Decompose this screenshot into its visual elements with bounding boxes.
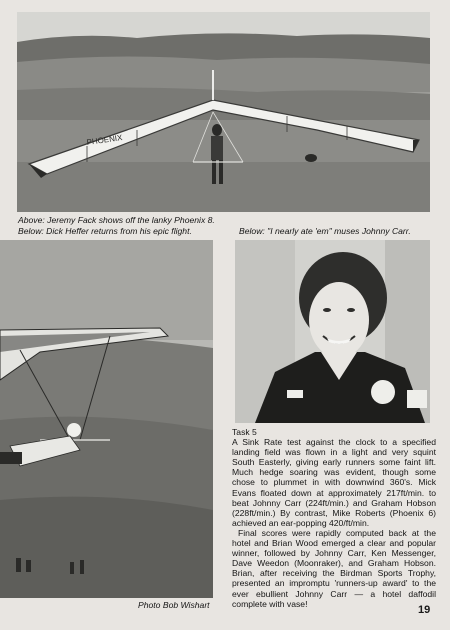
glider-sail-text: PHOENIX <box>86 133 123 147</box>
caption-below-left: Below: Dick Heffer returns from his epic flight. <box>18 226 192 236</box>
task-heading: Task 5 <box>232 427 257 437</box>
caption-top: Above: Jeremy Fack shows off the lanky Phoenix 8. <box>18 215 215 225</box>
article-task-5 <box>232 427 436 609</box>
task-paragraph-2: Final scores were rapidly computed back at the hotel and Brian Wood emerged a clear and popular winner, followed by Johnny Carr, Ken Messenger, Dave Weedon (Moonraker), and Graham Hobson. Brian, after receiving the Birdman Sports Trophy, presented an impromptu 'runners-up award' to the ever ebullient Johnny Carr — a hotel daffodil complete with vase! <box>232 527 436 609</box>
task-paragraph-1: A Sink Rate test against the clock to a specified landing field was flown in a light and very squint South Easterly, giving early runners some faint lift. Much hedge soaring was evident, though some chose to plummet in with downwind 360's. Mick Evans floated down at approximately 217ft/min. to beat Johnny Carr (224ft/min.) and Graham Hobson (228ft/min.) By contrast, Mike Roberts (Phoenix 6) achieved an ear-popping 420/ft/min. <box>232 437 436 528</box>
caption-below-right: Below: "I nearly ate 'em" muses Johnny Carr. <box>239 226 411 236</box>
page-number: 19 <box>418 604 431 616</box>
photo-johnny-carr <box>235 240 430 423</box>
photo-dick-heffer <box>0 240 213 598</box>
photo-phoenix-8 <box>17 12 430 212</box>
photo-credit: Photo Bob Wishart <box>138 600 210 610</box>
